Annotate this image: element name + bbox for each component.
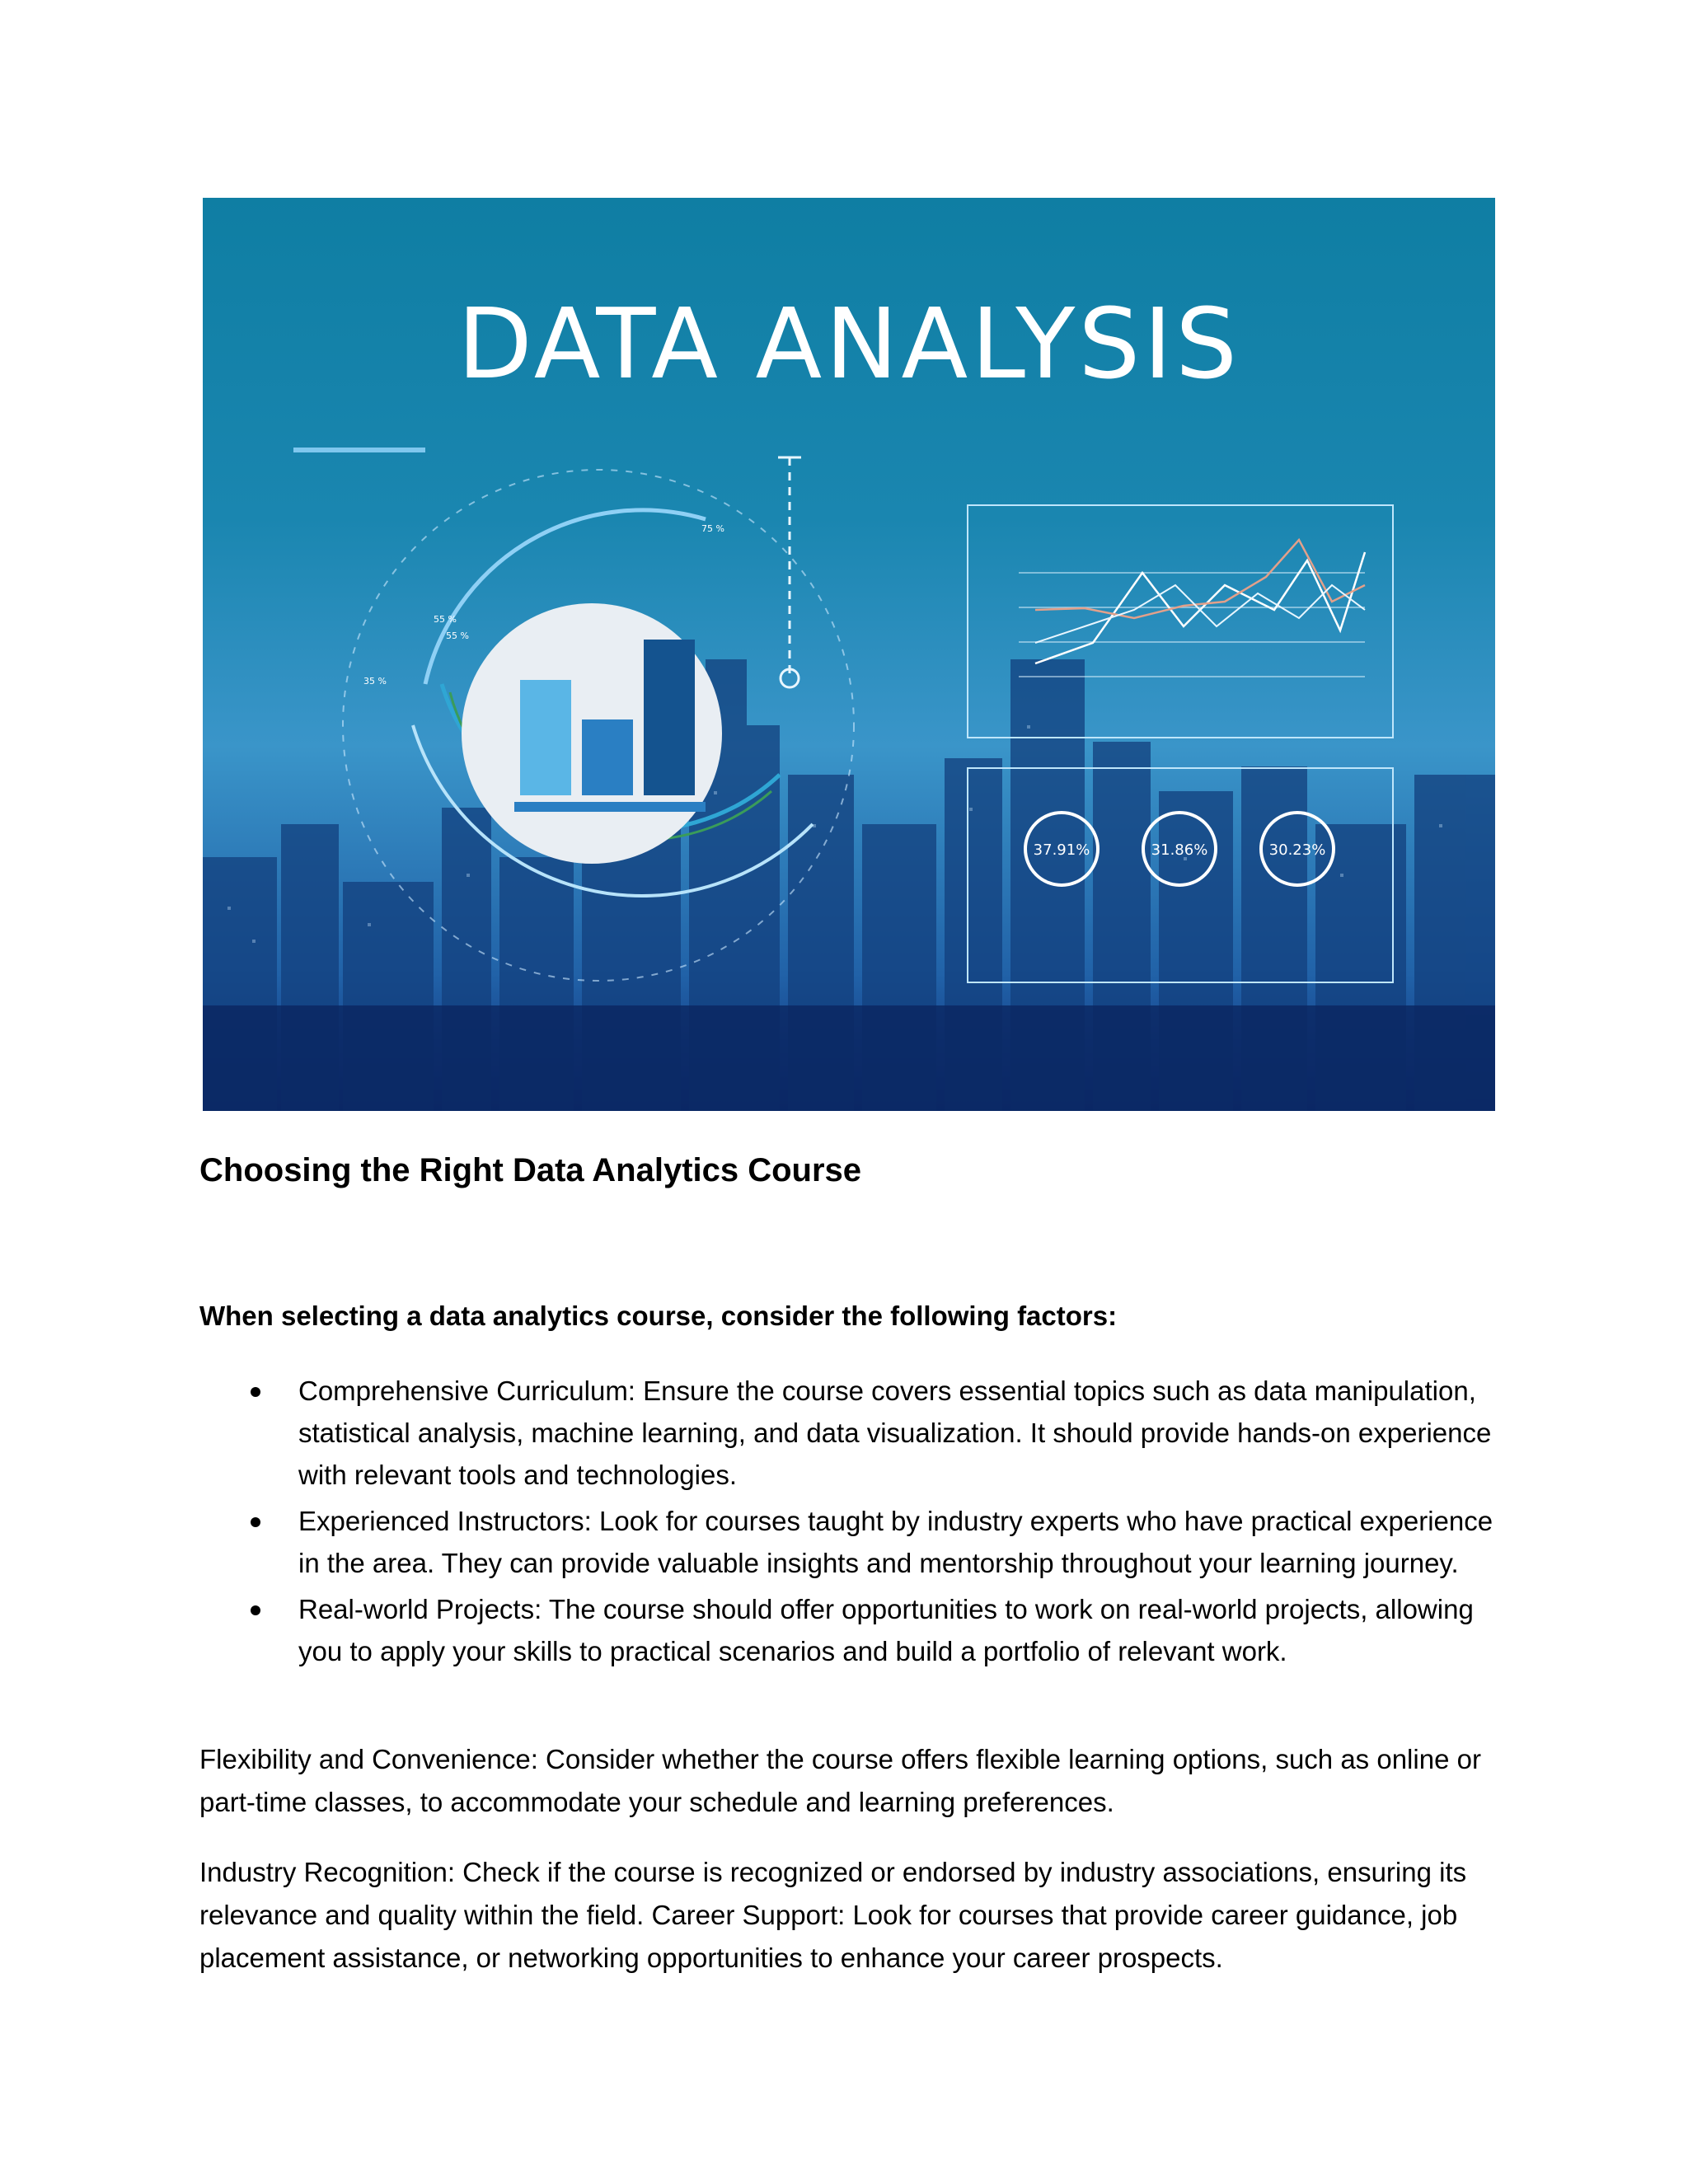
paragraph-flexibility: Flexibility and Convenience: Consider whether the course offers flexible learning options, such as online or part-time classes, to accommodate your schedule and learning preferences. <box>199 1744 1481 1817</box>
paragraph-recognition: Industry Recognition: Check if the course is recognized or endorsed by industry associations, ensuring its relevance and quality within the field. Career Support: Look for courses that provide career guidance, job placement assistance, or networking opportunities to enhance your career prospects. <box>199 1857 1467 1973</box>
gauge-value: 30.23% <box>1268 841 1326 859</box>
bullet-icon <box>251 1387 260 1397</box>
ring-label: 55 % <box>434 614 457 625</box>
page-title: Choosing the Right Data Analytics Course <box>199 1152 862 1188</box>
accent-line <box>293 448 425 452</box>
bullet-icon <box>251 1517 260 1527</box>
list-item-text: Real-world Projects: The course should offer opportunities to work on real-world projects, allowing you to apply your skills to practical scenarios and build a portfolio of relevant work. <box>298 1594 1474 1666</box>
ring-label: 35 % <box>363 676 387 687</box>
list-item-text: Experienced Instructors: Look for courses taught by industry experts who have practical experience in the area. They can provide valuable insights and mentorship throughout your learning journey. <box>298 1506 1493 1578</box>
bullet-icon <box>251 1605 260 1615</box>
ring-label: 55 % <box>446 630 469 641</box>
gauge-value: 31.86% <box>1151 841 1208 859</box>
list-item <box>199 1588 1518 1672</box>
gauge-value: 37.91% <box>1033 841 1090 859</box>
list-item <box>199 1370 1518 1496</box>
list-item <box>199 1500 1518 1584</box>
ring-label: 75 % <box>701 523 724 534</box>
hero-image <box>203 198 1495 1111</box>
list-item-text: Comprehensive Curriculum: Ensure the course covers essential topics such as data manipulation, statistical analysis, machine learning, and data visualization. It should provide hands-on experience with relevant tools and technologies. <box>298 1376 1492 1490</box>
lead-text: When selecting a data analytics course, consider the following factors: <box>199 1301 1118 1331</box>
factors-list <box>199 1370 1518 1676</box>
hero-title: DATA ANALYSIS <box>457 287 1240 401</box>
bar-chart-icon <box>462 603 722 864</box>
